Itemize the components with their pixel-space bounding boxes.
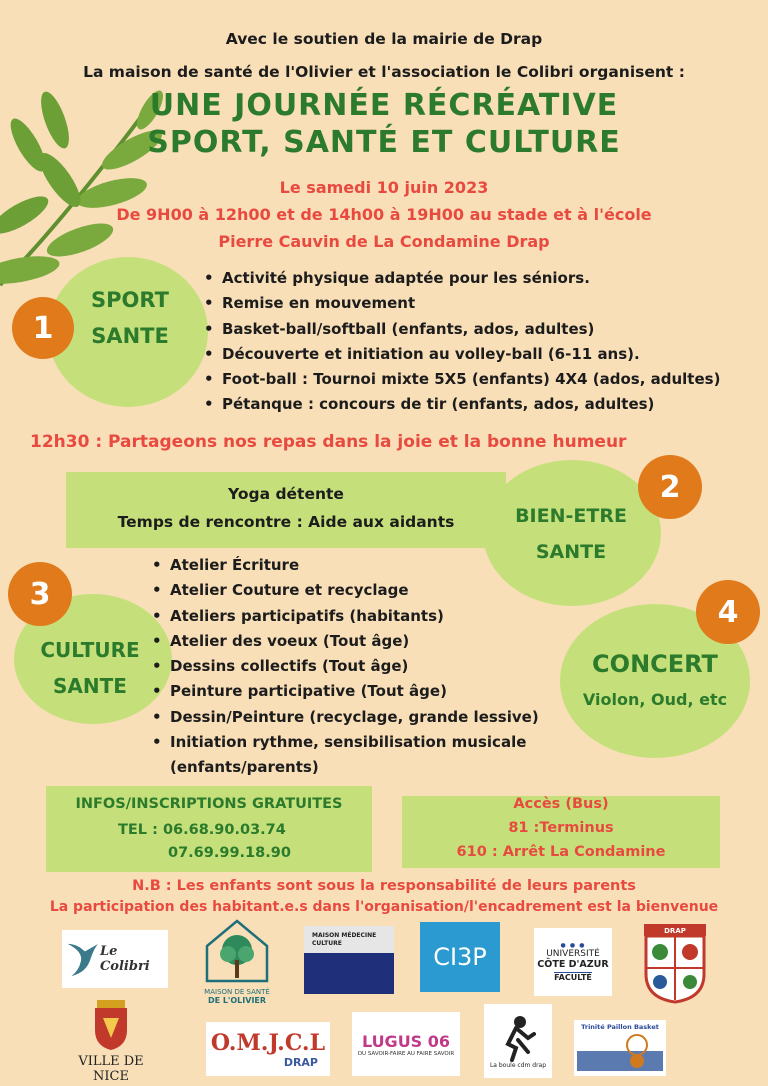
list-item: • Dessin/Peinture (recyclage, grande lessive) — [150, 705, 560, 730]
event-place: Pierre Cauvin de La Condamine Drap — [218, 232, 550, 251]
nice-text: VILLE DE NICE — [78, 1054, 144, 1084]
list-item: • Initiation rythme, sensibilisation musicale (enfants/parents) — [150, 730, 560, 781]
yoga-box-text — [66, 480, 506, 536]
badge-number-3: 3 — [8, 562, 72, 626]
boules-player-icon — [498, 1014, 538, 1062]
logo-boule — [484, 1004, 552, 1078]
tel-label: TEL : — [118, 822, 163, 838]
olive-tree-icon — [204, 918, 270, 984]
dots-icon: ● ● ● — [560, 942, 586, 949]
omjcl-text: O.M.J.C.L — [210, 1029, 326, 1056]
tel-number-1[interactable]: 06.68.90.03.74 — [162, 822, 286, 838]
lugus-tagline: DU SAVOIR-FAIRE AU FAIRE SAVOIR — [357, 1050, 455, 1057]
logo-omjcl — [206, 1022, 330, 1076]
logo-universite — [534, 928, 612, 996]
caregivers-line: Temps de rencontre : Aide aux aidants — [117, 513, 455, 531]
basketball-landscape-icon — [577, 1031, 663, 1071]
universite-line1: UNIVERSITÉ — [546, 949, 600, 959]
universite-line3: FACULTÉ — [554, 973, 592, 982]
infos-tel-row — [118, 822, 286, 838]
concert-sub: Violon, Oud, etc — [582, 690, 728, 709]
sport-activity-list — [202, 266, 720, 418]
event-date: Le samedi 10 juin 2023 — [279, 178, 489, 197]
list-item: • Foot-ball : Tournoi mixte 5X5 (enfants) 4X4 (ados, adultes) — [202, 367, 720, 392]
logo-ville-de-nice — [68, 1000, 154, 1084]
acces-text — [402, 792, 720, 864]
event-hours: De 9H00 à 12h00 et de 14h00 à 19H00 au stade et à l'école — [116, 205, 652, 224]
list-item: • Découverte et initiation au volley-ball (6-11 ans). — [202, 342, 720, 367]
culture-label-line1: CULTURE — [40, 638, 140, 662]
badge-number-4: 4 — [696, 580, 760, 644]
acces-line1: 81 :Terminus — [508, 820, 614, 836]
logo-lugus — [352, 1012, 460, 1076]
culture-label-line2: SANTE — [53, 674, 127, 698]
medecine-text: MAISON MÉDECINE CULTURE — [312, 932, 377, 947]
olivier-line1: MAISON DE SANTÉ — [204, 988, 270, 996]
list-item: • Basket-ball/softball (enfants, ados, adultes) — [202, 317, 720, 342]
nice-crest-icon — [91, 1000, 131, 1050]
participation-note: La participation des habitant.e.s dans l'organisation/l'encadrement est la bienvenue — [49, 899, 719, 915]
tel-number-2[interactable]: 07.69.99.18.90 — [168, 845, 291, 861]
lugus-text: LUGUS 06 — [361, 1031, 451, 1051]
list-item: • Atelier Couture et recyclage — [150, 578, 560, 603]
culture-activity-list — [150, 553, 560, 781]
hummingbird-icon — [62, 937, 100, 981]
list-item: • Atelier Écriture — [150, 553, 560, 578]
ci3p-text: CI3P — [433, 943, 487, 971]
sport-label-line1: SPORT — [91, 288, 169, 312]
badge-number-1: 1 — [12, 297, 74, 359]
universite-line2: CÔTE D'AZUR — [537, 959, 609, 970]
omjcl-drap: DRAP — [283, 1055, 318, 1069]
yoga-line: Yoga détente — [228, 485, 344, 503]
drap-crest-text: DRAP — [664, 927, 686, 935]
boule-text: La boule cdm drap — [489, 1061, 547, 1069]
bienetre-label-line2: SANTE — [535, 541, 607, 563]
logo-medecine-culture — [304, 926, 394, 994]
concert-label: CONCERT — [592, 650, 718, 678]
nb-note: N.B : Les enfants sont sous la responsabilité de leurs parents — [132, 878, 636, 894]
sport-label — [70, 282, 190, 354]
list-item: • Dessins collectifs (Tout âge) — [150, 654, 560, 679]
main-title-line1: UNE JOURNÉE RÉCRÉATIVE — [149, 88, 619, 123]
list-item: • Pétanque : concours de tir (enfants, ados, adultes) — [202, 392, 720, 417]
lunch-line: 12h30 : Partageons nos repas dans la joie et la bonne humeur — [30, 432, 627, 452]
list-item: • Atelier des voeux (Tout âge) — [150, 629, 560, 654]
culture-label — [22, 632, 158, 704]
logo-olivier — [198, 918, 276, 1014]
trinite-text: Trinité Paillon Basket — [581, 1023, 659, 1031]
support-line: Avec le soutien de la mairie de Drap — [225, 30, 543, 48]
logo-colibri — [62, 930, 168, 988]
drap-crest-icon — [642, 922, 708, 1004]
acces-title: Accès (Bus) — [513, 796, 609, 812]
sport-label-line2: SANTE — [91, 324, 169, 348]
logo-drap-crest — [642, 922, 708, 1004]
list-item: • Peinture participative (Tout âge) — [150, 679, 560, 704]
list-item: • Ateliers participatifs (habitants) — [150, 604, 560, 629]
acces-line2: 610 : Arrêt La Condamine — [456, 844, 666, 860]
infos-title: INFOS/INSCRIPTIONS GRATUITES — [75, 796, 343, 812]
colibri-text: Le Colibri — [99, 944, 150, 974]
olivier-line2: DE L'OLIVIER — [207, 996, 267, 1005]
list-item: • Remise en mouvement — [202, 291, 720, 316]
logo-ci3p — [420, 922, 500, 992]
badge-number-2: 2 — [638, 455, 702, 519]
bienetre-label-line1: BIEN-ETRE — [515, 505, 627, 527]
logo-trinite-basket — [574, 1020, 666, 1076]
organizers-line: La maison de santé de l'Olivier et l'association le Colibri organisent : — [83, 63, 685, 81]
list-item: • Activité physique adaptée pour les séniors. — [202, 266, 720, 291]
main-title-line2: SPORT, SANTÉ ET CULTURE — [147, 125, 621, 160]
